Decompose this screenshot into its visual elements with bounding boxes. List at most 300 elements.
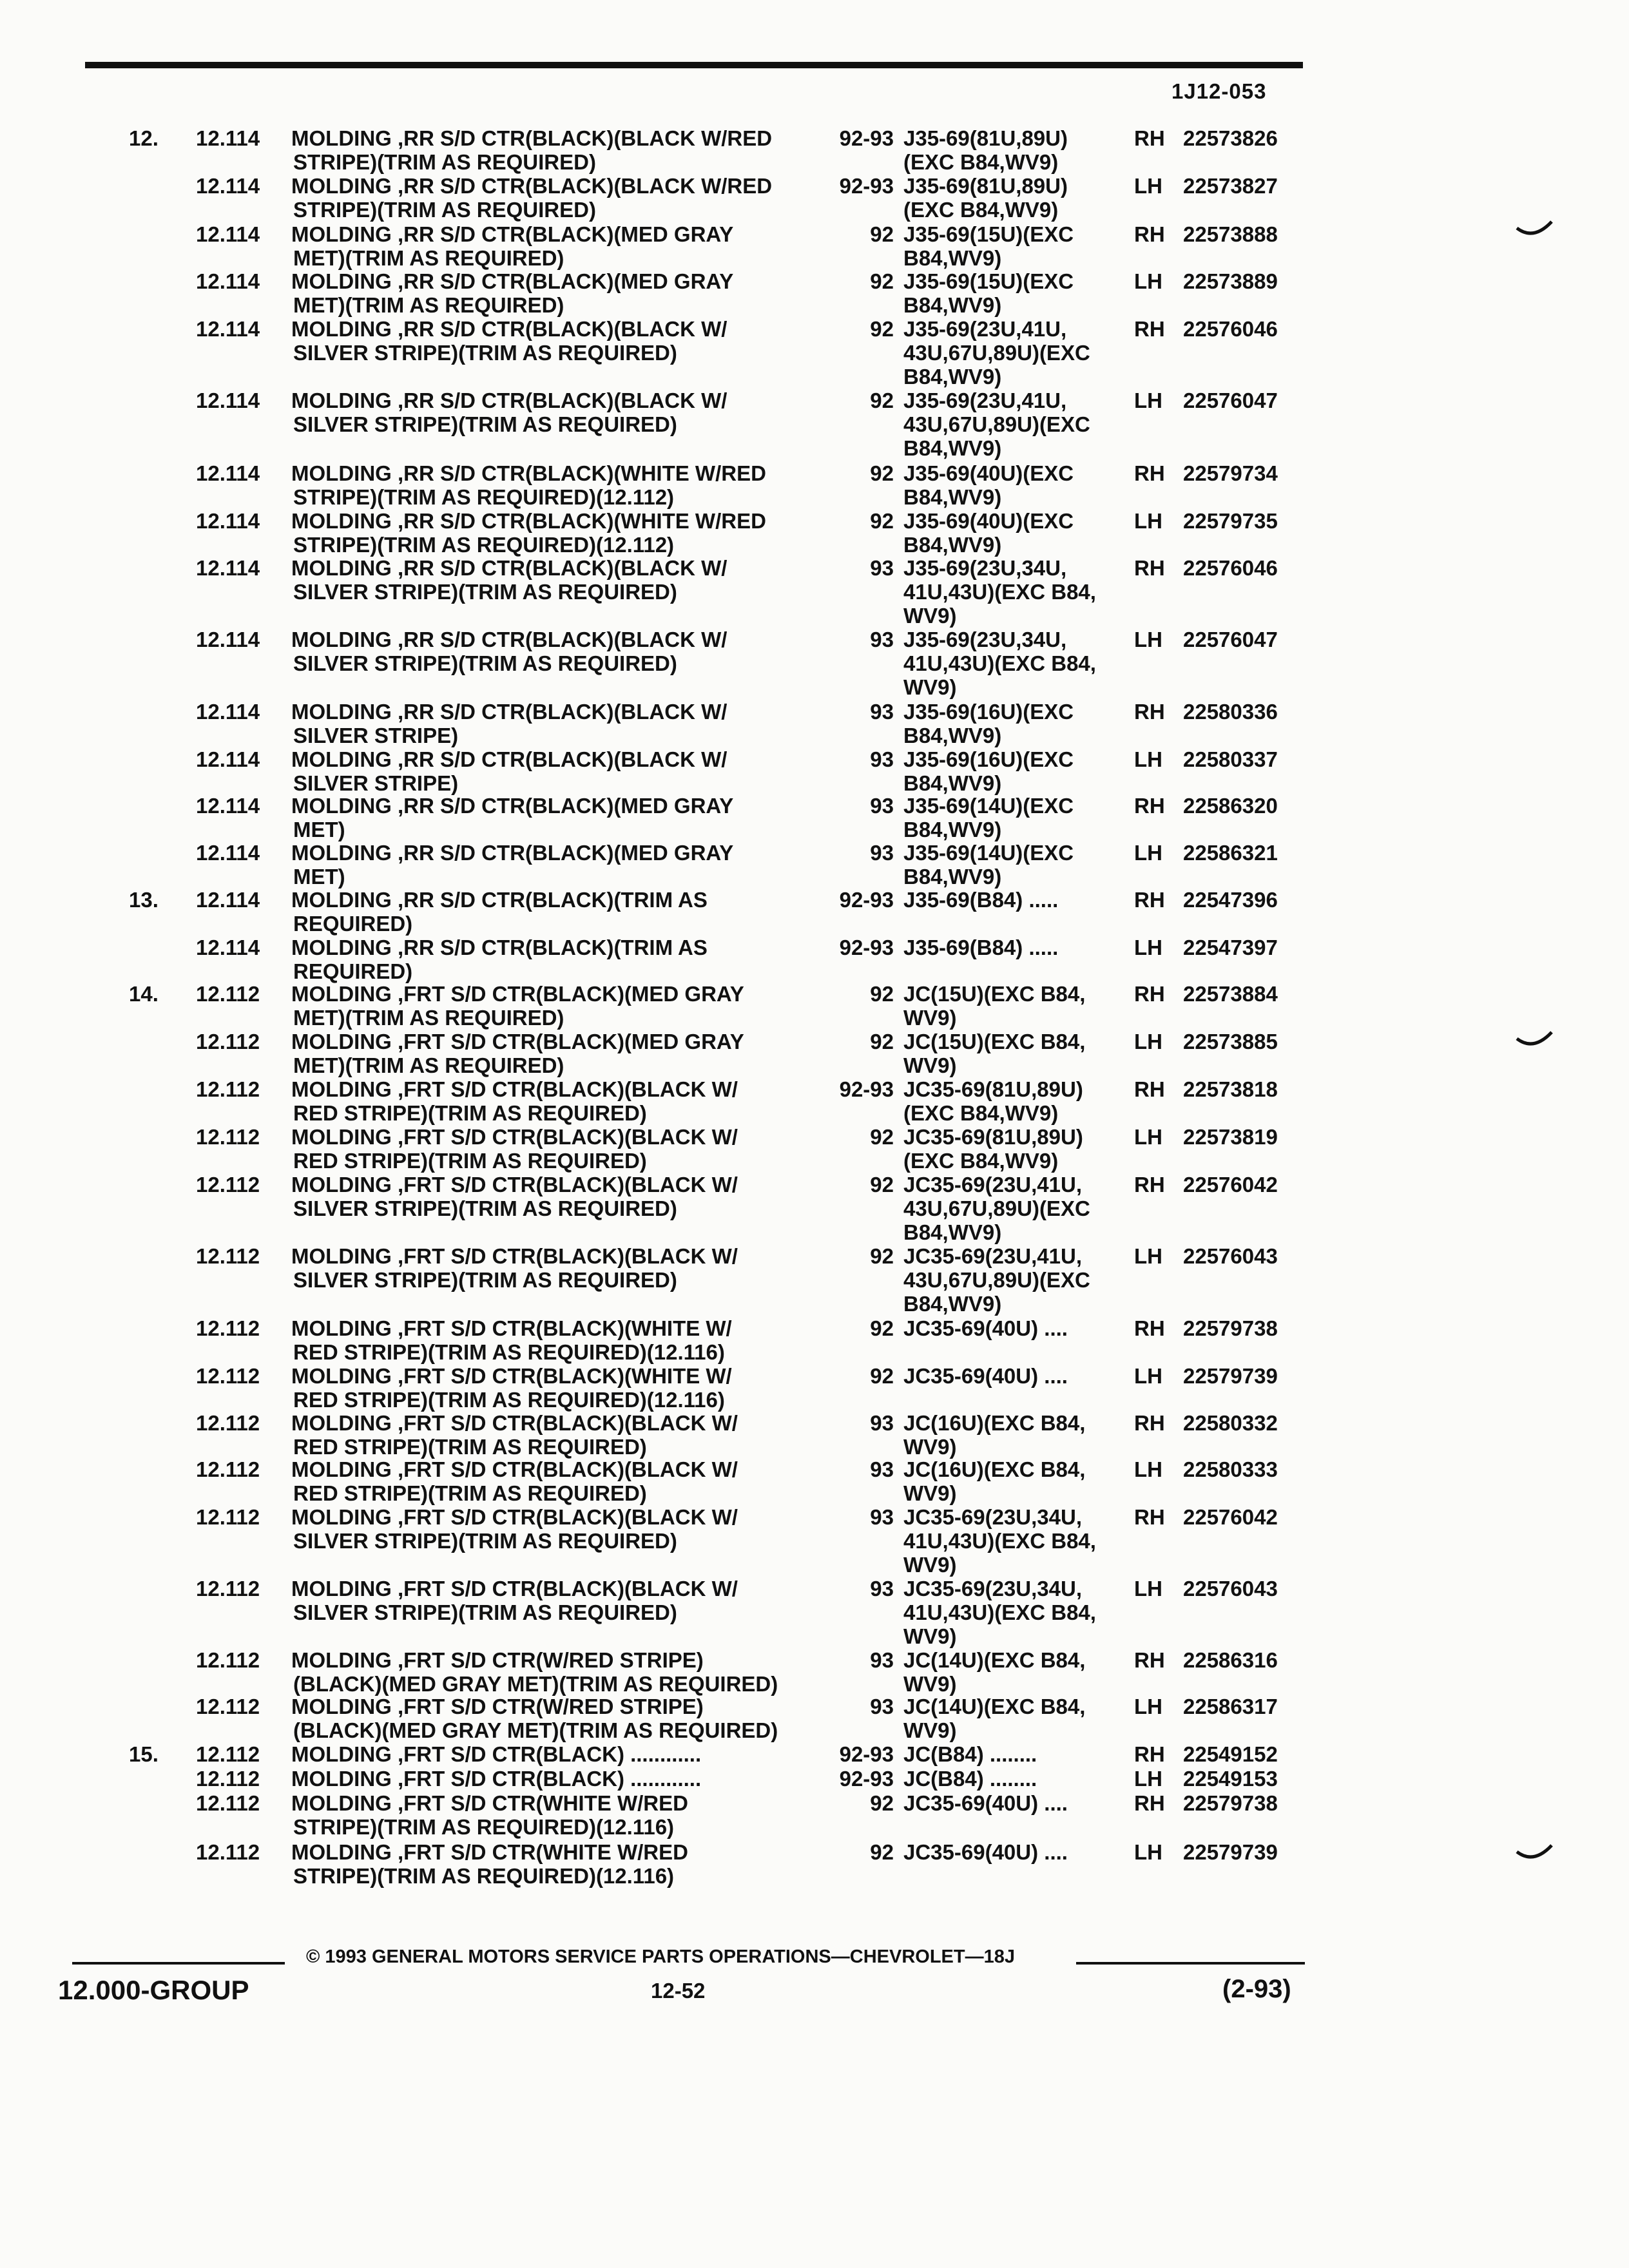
description-line: MOLDING ,RR S/D CTR(BLACK)(WHITE W/RED [291,461,766,485]
part-description [291,1577,738,1624]
group-number: 12.112 [196,1505,260,1529]
part-description [291,888,708,936]
description-line: MOLDING ,FRT S/D CTR(WHITE W/RED [291,1791,688,1815]
model-years: 93 [870,1457,894,1481]
group-number: 12.112 [196,1364,260,1388]
description-line: MOLDING ,RR S/D CTR(BLACK)(BLACK W/ [291,700,728,724]
part-number: 22576046 [1183,317,1278,341]
description-line: MOLDING ,FRT S/D CTR(BLACK)(BLACK W/ [291,1577,738,1600]
part-number: 22586320 [1183,794,1278,818]
usage-application [903,1742,1037,1766]
part-description [291,747,727,795]
part-number: 22580337 [1183,747,1278,771]
side-code: RH [1134,794,1165,818]
model-years: 92-93 [839,1077,894,1101]
group-number: 12.112 [196,1457,260,1481]
description-line: MOLDING ,FRT S/D CTR(BLACK)(BLACK W/ [291,1457,738,1481]
part-number: 22579734 [1183,461,1278,485]
usage-application [903,628,1096,699]
description-line: MET)(TRIM AS REQUIRED) [293,293,564,317]
usage-application [903,747,1074,795]
application-line: (EXC B84,WV9) [903,1149,1059,1173]
part-description [291,126,772,174]
model-years: 92-93 [839,1742,894,1766]
usage-application [903,1767,1037,1791]
usage-application [903,1364,1068,1388]
description-line: MOLDING ,RR S/D CTR(BLACK)(BLACK W/RED [291,126,773,150]
description-line: MET)(TRIM AS REQUIRED) [293,1053,564,1077]
side-code: RH [1134,1505,1165,1529]
part-description [291,982,744,1030]
description-line: STRIPE)(TRIM AS REQUIRED)(12.116) [293,1815,675,1839]
side-code: RH [1134,888,1165,912]
side-code: RH [1134,1077,1165,1101]
application-line: WV9) [903,1718,957,1742]
description-line: MOLDING ,FRT S/D CTR(BLACK)(BLACK W/ [291,1173,738,1196]
part-description [291,509,766,557]
application-line: J35-69(40U)(EXC [903,461,1074,485]
application-line: WV9) [903,1672,957,1696]
model-years: 93 [870,841,894,865]
description-line: MOLDING ,FRT S/D CTR(BLACK)(BLACK W/ [291,1411,738,1435]
model-years: 92 [870,317,894,341]
reference-number: 15. [129,1742,159,1766]
description-line: MOLDING ,FRT S/D CTR(BLACK) ............ [291,1742,702,1766]
part-description [291,1742,701,1766]
model-years: 92 [870,222,894,246]
group-number: 12.114 [196,269,260,293]
group-number: 12.112 [196,1767,260,1791]
usage-application [903,1411,1085,1459]
margin-tick-mark [1516,1030,1554,1055]
model-years: 93 [870,747,894,771]
part-number: 22573818 [1183,1077,1278,1101]
side-code: LH [1134,1125,1162,1149]
application-line: JC35-69(81U,89U) [903,1125,1083,1149]
model-years: 92 [870,1791,894,1815]
side-code: LH [1134,841,1162,865]
part-description [291,556,727,604]
side-code: RH [1134,222,1165,246]
group-number: 12.114 [196,747,260,771]
group-number: 12.114 [196,461,260,485]
part-description [291,841,733,889]
side-code: LH [1134,174,1162,198]
description-line: MOLDING ,RR S/D CTR(BLACK)(MED GRAY [291,794,734,818]
application-line: (EXC B84,WV9) [903,198,1059,222]
model-years: 92 [870,461,894,485]
usage-application [903,1173,1090,1244]
application-line: J35-69(15U)(EXC [903,269,1074,293]
application-line: J35-69(16U)(EXC [903,700,1074,724]
description-line: STRIPE)(TRIM AS REQUIRED)(12.116) [293,1864,675,1888]
description-line: MOLDING ,RR S/D CTR(BLACK)(BLACK W/RED [291,174,773,198]
side-code: RH [1134,1173,1165,1196]
side-code: RH [1134,1648,1165,1672]
group-number: 12.114 [196,317,260,341]
description-line: SILVER STRIPE)(TRIM AS REQUIRED) [293,1196,677,1220]
model-years: 92-93 [839,174,894,198]
application-line: J35-69(23U,34U, [903,628,1067,651]
description-line: SILVER STRIPE)(TRIM AS REQUIRED) [293,1529,677,1553]
group-number: 12.112 [196,1030,260,1053]
side-code: LH [1134,747,1162,771]
description-line: RED STRIPE)(TRIM AS REQUIRED)(12.116) [293,1340,725,1364]
usage-application [903,317,1090,389]
margin-tick-mark [1516,219,1554,245]
application-line: J35-69(23U,41U, [903,317,1067,341]
application-line: B84,WV9) [903,293,1002,317]
side-code: RH [1134,700,1165,724]
page-number: 12-52 [651,1979,706,2003]
part-number: 22547396 [1183,888,1278,912]
group-number: 12.112 [196,1173,260,1196]
description-line: MOLDING ,FRT S/D CTR(BLACK)(WHITE W/ [291,1364,732,1388]
part-number: 22576047 [1183,628,1278,651]
part-number: 22573884 [1183,982,1278,1006]
description-line: MOLDING ,RR S/D CTR(BLACK)(BLACK W/ [291,556,728,580]
application-line: JC(16U)(EXC B84, [903,1411,1086,1435]
part-description [291,1840,688,1888]
group-number: 12.112 [196,1840,260,1864]
part-number: 22576047 [1183,389,1278,412]
usage-application [903,1840,1068,1864]
group-number: 12.112 [196,982,260,1006]
usage-application [903,936,1058,959]
side-code: LH [1134,1767,1162,1791]
description-line: SILVER STRIPE) [293,771,459,795]
side-code: RH [1134,317,1165,341]
application-line: JC(B84) ........ [903,1767,1037,1791]
group-number: 12.112 [196,1077,260,1101]
model-years: 92 [870,1316,894,1340]
part-number: 22579739 [1183,1364,1278,1388]
application-line: B84,WV9) [903,865,1002,889]
side-code: RH [1134,982,1165,1006]
application-line: JC(15U)(EXC B84, [903,1030,1086,1053]
part-number: 22579735 [1183,509,1278,533]
part-description [291,1505,738,1553]
side-code: RH [1134,1316,1165,1340]
model-years: 92-93 [839,126,894,150]
application-line: WV9) [903,675,957,699]
part-description [291,1648,778,1696]
application-line: WV9) [903,1624,957,1648]
part-description [291,1695,778,1742]
description-line: RED STRIPE)(TRIM AS REQUIRED)(12.116) [293,1388,725,1412]
application-line: J35-69(14U)(EXC [903,841,1074,865]
part-description [291,1767,701,1791]
part-number: 22576043 [1183,1577,1278,1600]
model-years: 92 [870,1244,894,1268]
description-line: MOLDING ,RR S/D CTR(BLACK)(MED GRAY [291,841,734,865]
reference-number: 12. [129,126,159,150]
description-line: MOLDING ,FRT S/D CTR(W/RED STRIPE) [291,1648,704,1672]
part-description [291,1125,738,1173]
application-line: B84,WV9) [903,771,1002,795]
part-description [291,628,727,675]
usage-application [903,982,1085,1030]
group-number: 12.114 [196,841,260,865]
application-line: WV9) [903,1006,957,1030]
usage-application [903,1577,1096,1648]
model-years: 92 [870,982,894,1006]
application-line: J35-69(B84) ..... [903,888,1059,912]
part-description [291,1316,732,1364]
description-line: MOLDING ,RR S/D CTR(BLACK)(MED GRAY [291,269,734,293]
group-label: 12.000-GROUP [58,1975,249,2005]
application-line: JC35-69(23U,34U, [903,1505,1082,1529]
part-description [291,269,733,317]
application-line: J35-69(40U)(EXC [903,509,1074,533]
description-line: REQUIRED) [293,959,413,983]
side-code: LH [1134,1840,1162,1864]
usage-application [903,1125,1083,1173]
application-line: B84,WV9) [903,818,1002,841]
group-number: 12.114 [196,888,260,912]
application-line: B84,WV9) [903,1292,1002,1316]
description-line: MOLDING ,FRT S/D CTR(BLACK) ............ [291,1767,702,1791]
application-line: 41U,43U)(EXC B84, [903,1600,1096,1624]
part-number: 22573885 [1183,1030,1278,1053]
part-description [291,222,733,270]
description-line: MOLDING ,FRT S/D CTR(BLACK)(BLACK W/ [291,1077,738,1101]
side-code: LH [1134,1695,1162,1718]
usage-application [903,269,1074,317]
model-years: 92 [870,1030,894,1053]
description-line: MOLDING ,FRT S/D CTR(BLACK)(BLACK W/ [291,1505,738,1529]
description-line: SILVER STRIPE)(TRIM AS REQUIRED) [293,651,677,675]
side-code: LH [1134,1457,1162,1481]
application-line: JC35-69(40U) .... [903,1364,1068,1388]
group-number: 12.114 [196,556,260,580]
description-line: SILVER STRIPE)(TRIM AS REQUIRED) [293,412,677,436]
application-line: J35-69(14U)(EXC [903,794,1074,818]
application-line: JC35-69(23U,41U, [903,1244,1082,1268]
part-description [291,461,766,509]
part-description [291,1244,738,1292]
model-years: 92 [870,1364,894,1388]
page-code: 1J12-053 [1171,79,1267,103]
usage-application [903,222,1074,270]
top-rule [85,62,1303,68]
side-code: RH [1134,1791,1165,1815]
part-number: 22579738 [1183,1791,1278,1815]
description-line: MET)(TRIM AS REQUIRED) [293,1006,564,1030]
model-years: 92-93 [839,936,894,959]
application-line: 43U,67U,89U)(EXC [903,1268,1090,1292]
model-years: 92 [870,1173,894,1196]
side-code: LH [1134,1577,1162,1600]
side-code: LH [1134,1244,1162,1268]
usage-application [903,1077,1083,1125]
side-code: RH [1134,126,1165,150]
description-line: MET) [293,818,345,841]
application-line: J35-69(81U,89U) [903,174,1068,198]
model-years: 93 [870,1648,894,1672]
part-description [291,700,727,747]
application-line: B84,WV9) [903,724,1002,747]
model-years: 93 [870,628,894,651]
description-line: MOLDING ,RR S/D CTR(BLACK)(TRIM AS [291,936,708,959]
description-line: REQUIRED) [293,912,413,936]
margin-tick-mark [1516,1843,1554,1869]
description-line: STRIPE)(TRIM AS REQUIRED)(12.112) [293,485,675,509]
group-number: 12.112 [196,1125,260,1149]
part-number: 22573826 [1183,126,1278,150]
application-line: 41U,43U)(EXC B84, [903,1529,1096,1553]
part-number: 22579739 [1183,1840,1278,1864]
usage-application [903,1695,1085,1742]
side-code: LH [1134,936,1162,959]
model-years: 93 [870,556,894,580]
usage-application [903,700,1074,747]
usage-application [903,389,1090,460]
usage-application [903,1244,1090,1316]
group-number: 12.114 [196,628,260,651]
group-number: 12.112 [196,1577,260,1600]
model-years: 93 [870,1577,894,1600]
description-line: SILVER STRIPE) [293,724,459,747]
usage-application [903,841,1074,889]
group-number: 12.114 [196,174,260,198]
description-line: STRIPE)(TRIM AS REQUIRED)(12.112) [293,533,675,557]
group-number: 12.114 [196,936,260,959]
description-line: MOLDING ,FRT S/D CTR(BLACK)(BLACK W/ [291,1244,738,1268]
description-line: MOLDING ,FRT S/D CTR(BLACK)(WHITE W/ [291,1316,732,1340]
application-line: JC35-69(23U,41U, [903,1173,1082,1196]
part-description [291,317,727,365]
usage-application [903,174,1068,222]
side-code: LH [1134,269,1162,293]
application-line: JC35-69(40U) .... [903,1791,1068,1815]
description-line: SILVER STRIPE)(TRIM AS REQUIRED) [293,580,677,604]
application-line: (EXC B84,WV9) [903,150,1059,174]
application-line: JC(14U)(EXC B84, [903,1648,1086,1672]
model-years: 93 [870,1695,894,1718]
group-number: 12.112 [196,1316,260,1340]
model-years: 92 [870,509,894,533]
description-line: RED STRIPE)(TRIM AS REQUIRED) [293,1435,647,1459]
description-line: MOLDING ,RR S/D CTR(BLACK)(BLACK W/ [291,389,728,412]
part-description [291,936,708,983]
description-line: STRIPE)(TRIM AS REQUIRED) [293,150,596,174]
usage-application [903,1316,1068,1340]
part-description [291,389,727,436]
application-line: JC35-69(81U,89U) [903,1077,1083,1101]
description-line: MOLDING ,RR S/D CTR(BLACK)(BLACK W/ [291,317,728,341]
application-line: B84,WV9) [903,1220,1002,1244]
usage-application [903,1505,1096,1577]
description-line: MOLDING ,RR S/D CTR(BLACK)(BLACK W/ [291,628,728,651]
application-line: J35-69(81U,89U) [903,126,1068,150]
part-description [291,794,733,841]
group-number: 12.114 [196,509,260,533]
reference-number: 14. [129,982,159,1006]
part-description [291,174,772,222]
part-number: 22586321 [1183,841,1278,865]
application-line: JC35-69(40U) .... [903,1316,1068,1340]
group-number: 12.112 [196,1742,260,1766]
side-code: LH [1134,1364,1162,1388]
application-line: B84,WV9) [903,246,1002,270]
application-line: J35-69(15U)(EXC [903,222,1074,246]
description-line: RED STRIPE)(TRIM AS REQUIRED) [293,1101,647,1125]
application-line: J35-69(23U,34U, [903,556,1067,580]
application-line: 43U,67U,89U)(EXC [903,341,1090,365]
model-years: 92-93 [839,1767,894,1791]
usage-application [903,1791,1068,1815]
usage-application [903,1030,1085,1077]
group-number: 12.114 [196,700,260,724]
description-line: RED STRIPE)(TRIM AS REQUIRED) [293,1481,647,1505]
group-number: 12.112 [196,1791,260,1815]
usage-application [903,1648,1085,1696]
part-description [291,1411,738,1459]
application-line: J35-69(B84) ..... [903,936,1059,959]
group-number: 12.114 [196,126,260,150]
part-description [291,1077,738,1125]
usage-application [903,888,1058,912]
footer-rule-left [72,1962,285,1965]
application-line: JC(15U)(EXC B84, [903,982,1086,1006]
side-code: LH [1134,628,1162,651]
part-number: 22549153 [1183,1767,1278,1791]
part-number: 22586317 [1183,1695,1278,1718]
application-line: J35-69(23U,41U, [903,389,1067,412]
part-number: 22576046 [1183,556,1278,580]
application-line: 43U,67U,89U)(EXC [903,1196,1090,1220]
reference-number: 13. [129,888,159,912]
usage-application [903,556,1096,628]
part-number: 22579738 [1183,1316,1278,1340]
part-number: 22573827 [1183,174,1278,198]
part-number: 22573888 [1183,222,1278,246]
application-line: JC(16U)(EXC B84, [903,1457,1086,1481]
description-line: MOLDING ,FRT S/D CTR(BLACK)(BLACK W/ [291,1125,738,1149]
part-number: 22576043 [1183,1244,1278,1268]
usage-application [903,461,1074,509]
application-line: WV9) [903,1553,957,1577]
description-line: MOLDING ,RR S/D CTR(BLACK)(WHITE W/RED [291,509,766,533]
part-description [291,1030,744,1077]
application-line: WV9) [903,1481,957,1505]
part-number: 22573819 [1183,1125,1278,1149]
application-line: 43U,67U,89U)(EXC [903,412,1090,436]
application-line: JC35-69(23U,34U, [903,1577,1082,1600]
application-line: 41U,43U)(EXC B84, [903,651,1096,675]
side-code: LH [1134,389,1162,412]
part-number: 22580336 [1183,700,1278,724]
group-number: 12.112 [196,1648,260,1672]
usage-application [903,509,1074,557]
description-line: STRIPE)(TRIM AS REQUIRED) [293,198,596,222]
usage-application [903,794,1074,841]
description-line: MET)(TRIM AS REQUIRED) [293,246,564,270]
side-code: LH [1134,509,1162,533]
description-line: MOLDING ,RR S/D CTR(BLACK)(MED GRAY [291,222,734,246]
description-line: SILVER STRIPE)(TRIM AS REQUIRED) [293,1268,677,1292]
model-years: 92 [870,389,894,412]
part-description [291,1364,732,1412]
application-line: B84,WV9) [903,436,1002,460]
description-line: RED STRIPE)(TRIM AS REQUIRED) [293,1149,647,1173]
footer-rule-right [1076,1962,1305,1965]
description-line: MOLDING ,RR S/D CTR(BLACK)(TRIM AS [291,888,708,912]
group-number: 12.112 [196,1244,260,1268]
model-years: 92 [870,1125,894,1149]
description-line: SILVER STRIPE)(TRIM AS REQUIRED) [293,1600,677,1624]
